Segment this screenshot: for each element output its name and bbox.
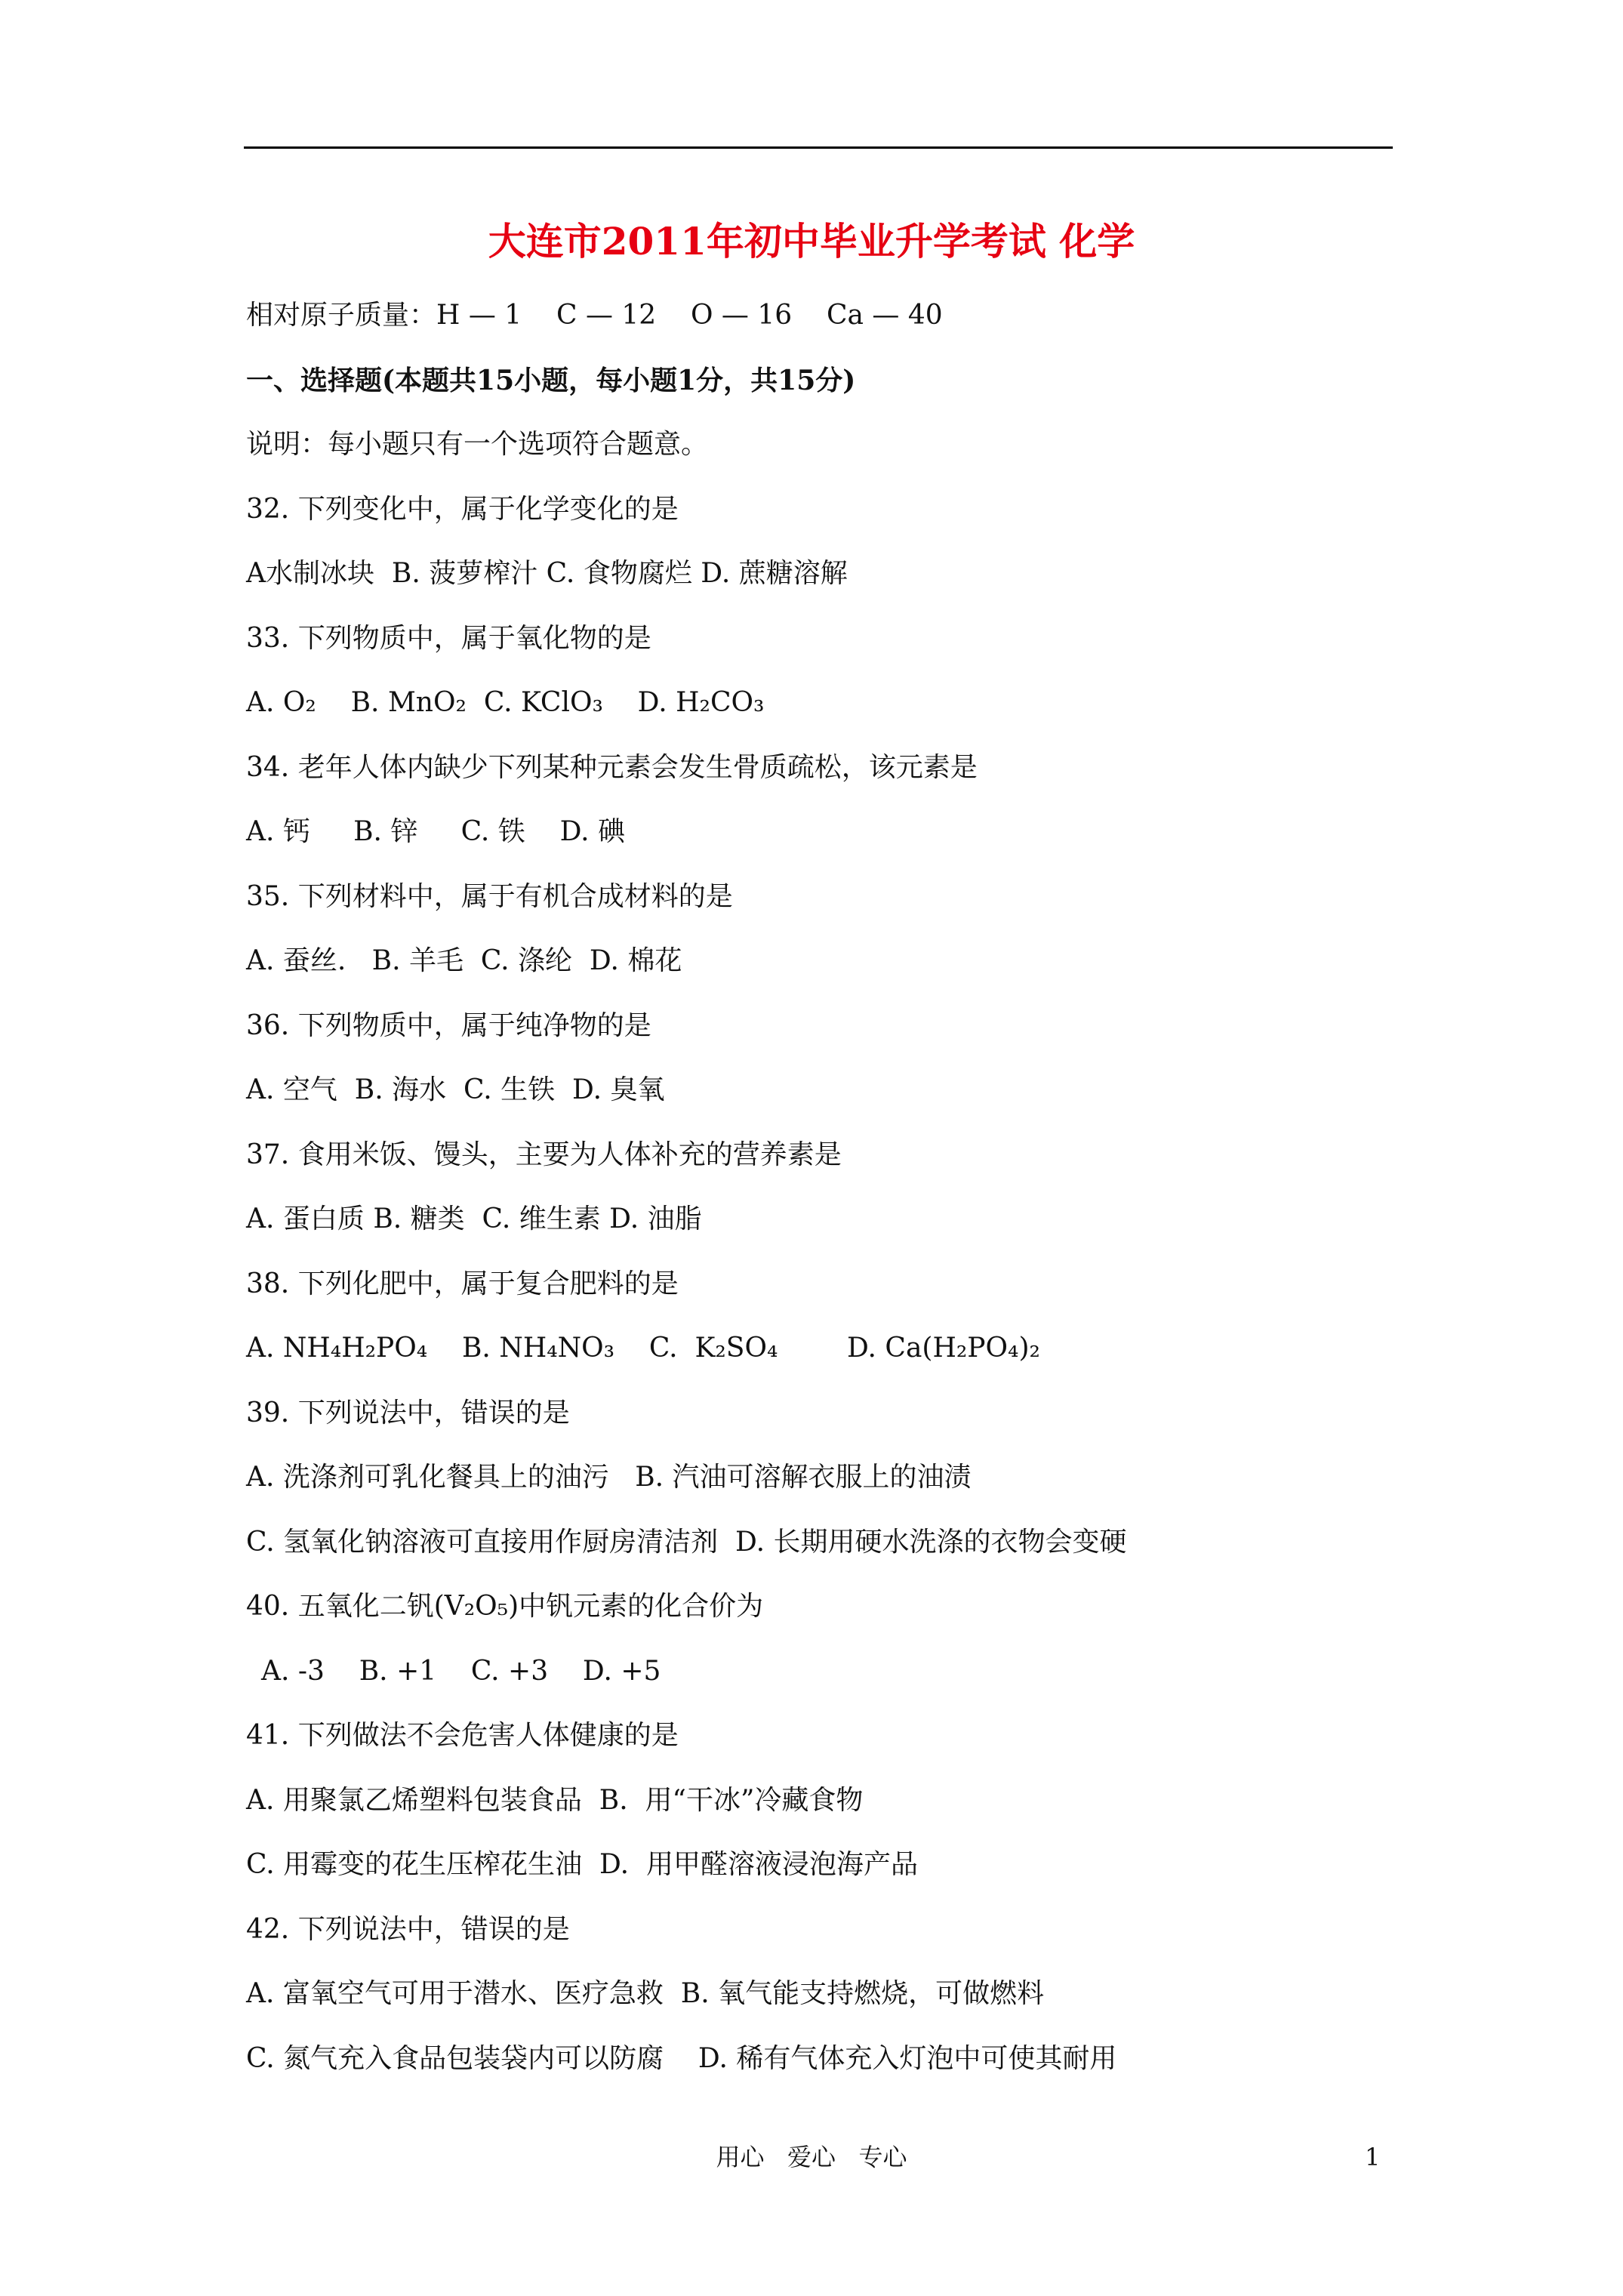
text-line: A. 钙 B. 锌 C. 铁 D. 碘 [246,816,626,847]
text-line: 36. 下列物质中，属于纯净物的是 [246,1009,651,1041]
text-line: 37. 食用米饭、馒头，主要为人体补充的营养素是 [246,1139,842,1170]
page-number: 1 [1365,2143,1381,2171]
text-line: 33. 下列物质中，属于氧化物的是 [246,622,651,654]
text-line: 35. 下列材料中，属于有机合成材料的是 [246,880,733,912]
text-line: 说明：每小题只有一个选项符合题意。 [246,429,709,460]
text-line: 32. 下列变化中，属于化学变化的是 [246,493,679,525]
section-heading: 一、选择题(本题共15小题，每小题1分，共15分) [246,364,856,396]
text-line: A. NH₄H₂PO₄ B. NH₄NO₃ C. K₂SO₄ D. Ca(H₂PO₄)₂ [246,1333,1040,1364]
text-line: 38. 下列化肥中，属于复合肥料的是 [246,1268,679,1299]
text-line: 34. 老年人体内缺少下列某种元素会发生骨质疏松，该元素是 [246,751,978,783]
text-line: A. 蚕丝. B. 羊毛 C. 涤纶 D. 棉花 [246,945,682,976]
document-body [246,293,1424,2100]
text-line: A. O₂ B. MnO₂ C. KClO₃ D. H₂CO₃ [246,687,765,718]
text-line: 39. 下列说法中，错误的是 [246,1397,570,1428]
text-line: A. -3 B. +1 C. +3 D. +5 [261,1655,661,1687]
text-line: A. 洗涤剂可乳化餐具上的油污 B. 汽油可溶解衣服上的油渍 [246,1462,972,1493]
text-line: C. 用霉变的花生压榨花生油 D. 用甲醛溶液浸泡海产品 [246,1849,918,1880]
text-line: 40. 五氧化二钒(V₂O₅)中钒元素的化合价为 [246,1591,764,1622]
text-line: A. 用聚氯乙烯塑料包装食品 B. 用“干冰”冷藏食物 [246,1784,864,1816]
text-line: 42. 下列说法中，错误的是 [246,1913,570,1945]
text-line: A. 富氧空气可用于潜水、医疗急救 B. 氧气能支持燃烧，可做燃料 [246,1978,1045,2009]
document-title: 大连市2011年初中毕业升学考试 化学 [488,219,1135,264]
text-line: C. 氢氧化钠溶液可直接用作厨房清洁剂 D. 长期用硬水洗涤的衣物会变硬 [246,1526,1127,1558]
text-line: 相对原子质量：H — 1 C — 12 O — 16 Ca — 40 [246,300,943,331]
footer-motto: 用心 爱心 专心 [716,2143,907,2171]
header-rule [244,146,1393,149]
text-line: A. 空气 B. 海水 C. 生铁 D. 臭氧 [246,1074,665,1105]
text-line: A水制冰块 B. 菠萝榨汁 C. 食物腐烂 D. 蔗糖溶解 [246,558,848,589]
text-line: 41. 下列做法不会危害人体健康的是 [246,1720,679,1751]
text-line: C. 氮气充入食品包装袋内可以防腐 D. 稀有气体充入灯泡中可使其耐用 [246,2042,1117,2074]
text-line: A. 蛋白质 B. 糖类 C. 维生素 D. 油脂 [246,1203,702,1234]
